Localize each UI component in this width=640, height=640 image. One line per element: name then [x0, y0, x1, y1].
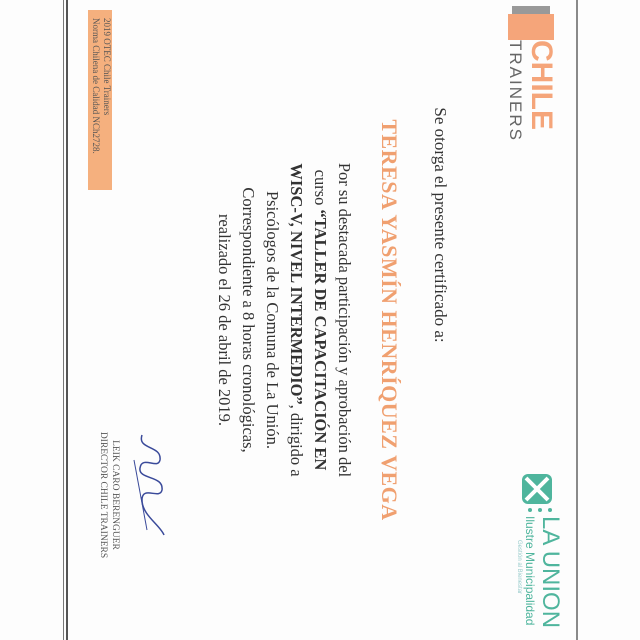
badge-line: 2019 OTEC Chile Trainers	[102, 18, 112, 116]
intro-text: Se otorga el presente certificado a:	[431, 107, 450, 343]
frame-border-top	[576, 0, 578, 640]
folder-icon	[506, 2, 556, 42]
logo-text-chile: CHILE	[525, 40, 558, 130]
body-line	[286, 100, 306, 540]
recipient-name: TERESA YASMÍN HENRÍQUEZ VEGA	[377, 119, 402, 521]
frame-border-bottom	[66, 0, 68, 640]
course-title: WISC-V, NIVEL INTERMEDIO”	[287, 163, 306, 405]
body-text: , dirigido a	[287, 404, 306, 477]
body-text: curso	[311, 169, 330, 210]
la-union-logo	[512, 470, 562, 630]
signatory-name: LEIK CARO BERENGUER	[110, 440, 120, 550]
signature	[127, 430, 172, 540]
la-union-title: LA UNION	[537, 516, 564, 629]
chile-trainers-logo	[503, 0, 558, 140]
body-line	[310, 100, 330, 540]
badge-line: Norma Chilena de Calidad NCh2728.	[91, 18, 101, 154]
quality-badge	[88, 10, 112, 190]
course-title: “TALLER DE CAPACITACIÓN EN	[311, 209, 330, 471]
body-line: Por su destacada participación y aprobación del	[335, 162, 354, 478]
la-union-tagline: Gestión al Bienestar	[516, 540, 522, 595]
signatory-title: DIRECTOR CHILE TRAINERS	[98, 431, 108, 559]
body-line: Correspondiente a 8 horas cronológicas,	[239, 187, 258, 453]
logo-text-trainers: TRAINERS	[506, 40, 525, 142]
body-line: Psicólogos de la Comuna de La Unión.	[263, 190, 282, 449]
body-line: realizado el 26 de abril de 2019.	[215, 213, 234, 427]
la-union-subtitle: Ilustre Municipalidad	[523, 516, 537, 626]
municipal-shield-icon	[516, 470, 560, 514]
frame-border-bottom-inner	[63, 0, 64, 640]
